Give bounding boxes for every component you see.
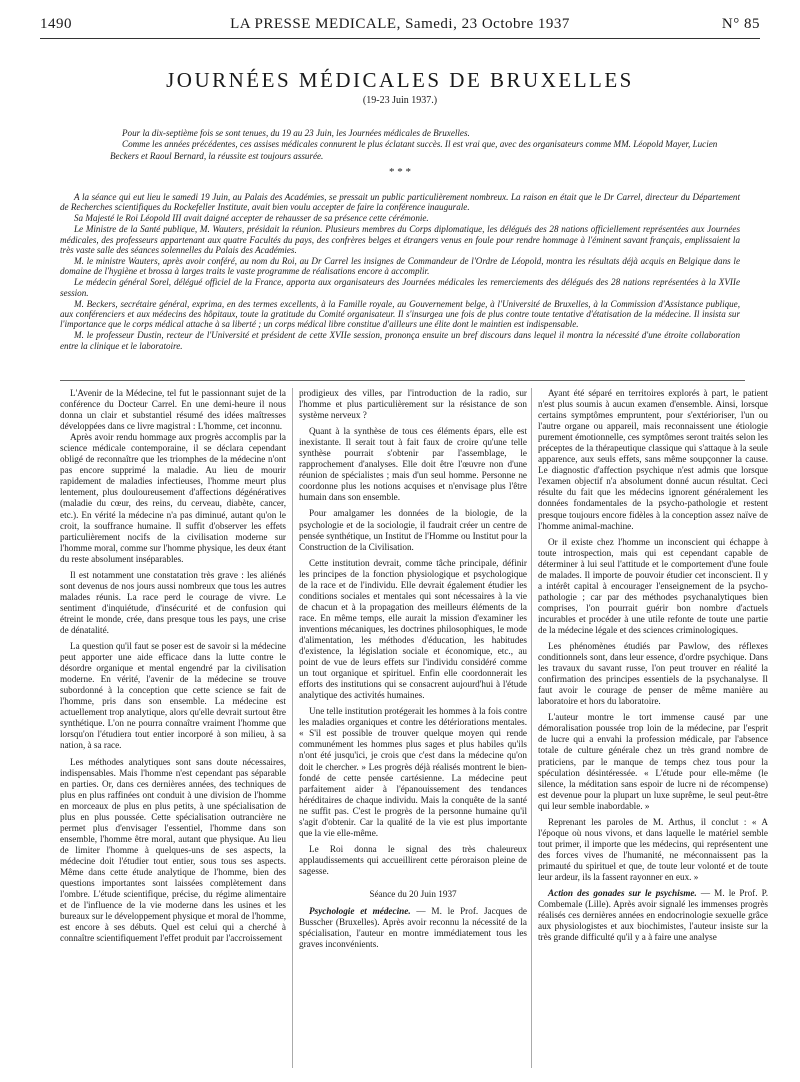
summary-paragraph: Sa Majesté le Roi Léopold III avait daigné accepter de rehausser de sa présence cette cérémonie.	[74, 213, 429, 224]
summary-paragraph: M. le ministre Wauters, après avoir conféré, au nom du Roi, au Dr Carrel les insignes de Commandeur de l'Ordre de Léopold, montra les résultats déjà acquis en Belgique dans le domaine de l'hygiène et brossa à larges traits le vaste programme de réalisations encore à accomplir.	[60, 255, 740, 277]
body-paragraph: L'Avenir de la Médecine, tel fut le passionnant sujet de la conférence du Docteur Carrel. En une demi-heure il nous donna un clair et substantiel résumé des idées maîtresses développées dans ce livre magistral : L'homme, cet inconnu.	[60, 388, 286, 432]
body-paragraph: Cette institution devrait, comme tâche principale, définir les principes de la fonction physiologique et psychologique de la race et de l'individu. Elle devrait également étudier les conditions sociales et mentales qui sont nécessaires à la vie de chacun et à la propagation des meilleurs éléments de la race. En même temps, elle aurait la mission d'examiner les inventions mécaniques, les doctrines philosophiques, le mode d'alimentation, les méthodes d'éducation, les habitudes d'existence, la législation sociale et économique, etc., au point de vue de leurs effets sur l'individu considéré comme un tout organique et spirituel. Enfin elle coordonnerait les efforts des institutions qui se consacrent aujourd'hui à l'étude analytique des activités humaines.	[299, 557, 527, 701]
body-paragraph: L'auteur montre le tort immense causé par une démoralisation poussée trop loin de la médecine, par l'esprit de lucre qui a envahi la profession médicale, par l'absence totale de culture générale chez un très grand nombre de praticiens, par le manque de temps chez tous pour la spéculation désintéressée. « L'étude pour elle-même (le silence, la méditation sans espoir de lucre ni de récompense) est devenue pour la plupart un luxe suprême, le seul peut-être qui leur semble inabordable. »	[538, 712, 768, 811]
talk-title: Action des gonades sur le psychisme.	[548, 888, 697, 899]
running-header	[40, 12, 760, 39]
column-rule	[292, 388, 293, 1068]
body-paragraph: La question qu'il faut se poser est de savoir si la médecine peut apporter une aide efficace dans la lutte contre le désordre organique et mental engendré par la civilisation moderne. En vérité, l'avenir de la médecine se trouve subordonné à la conception que cette science se fait de l'homme, pris dans son ensemble. La médecine est actuellement trop analytique, alors qu'elle devrait surtout être synthétique. L'on ne pourra connaître vraiment l'homme que lorsqu'on l'étudiera tout entier incorporé à son milieu, à sa nation, à sa race.	[60, 641, 286, 751]
body-paragraph: Or il existe chez l'homme un inconscient qui échappe à toute introspection, mais qui est cependant capable de déterminer à lui seul l'attitude et le comportement d'une foule de malades. Il importe de pouvoir étudier cet inconscient. Il y a intérêt capital à encourager l'enseignement de la psycho-pathologie ; car par des méthodes psychanalytiques bien comprises, l'on pourrait guérir bon nombre d'actuels incurables et procéder à une utile refonte de toute une partie de la médecine légale et des sciences criminologiques.	[538, 536, 768, 635]
column-rule	[531, 388, 532, 1068]
body-paragraph: Les méthodes analytiques sont sans doute nécessaires, indispensables. Mais l'homme n'est cependant pas séparable en parties. Or, dans ces dernières années, des techniques de plus en plus raffinées ont conduit à une division de l'homme en morceaux de plus en plus petits, à une spécialisation de plus en plus poussée. Cette spécialisation outrancière ne permet plus d'envisager l'essentiel, l'homme dans son ensemble, l'homme être moral, autant que physique. Au lieu de limiter l'homme à quelques-uns de ses aspects, la médecine doit l'étudier tout entier, sous tous ses aspects. Même dans cette étude analytique de l'homme, bien des questions importantes sont laissées complètement dans l'ombre. L'étude scientifique, précise, du régime alimentaire et de l'influence de la vie moderne dans les usines et les bureaux sur le développement physique et moral de l'homme, est encore à ses débuts. Quel est celui qui a cherché à connaître scientifiquement l'effet produit par l'accroissement	[60, 756, 286, 944]
issue-number: N° 85	[721, 16, 760, 32]
page-number: 1490	[40, 16, 72, 32]
session-summary	[60, 192, 740, 352]
body-paragraph: Ayant été séparé en territoires explorés à part, le patient n'est plus soumis à aucun examen d'ensemble. Ainsi, lorsque certains symptômes empruntent, pour s'extérioriser, l'un ou l'autre organe ou appareil, mais reconnaissent une étiologie purement émotionnelle, ces symptômes seront traités selon les préceptes de la thérapeutique classique qui s'attaque à la seule apparence, aux seuls effets, sans même soupçonner la cause. Le diagnostic d'affection psychique n'est admis que lorsque l'examen objectif n'a absolument donné aucun résultat. Ceci résulte du fait que les médecins ignorent généralement les données fondamentales de la psycho-pathologie et restent presque toujours encore fidèles à la conception assez naïve de l'homme animal-machine.	[538, 388, 768, 531]
body-paragraph: Quant à la synthèse de tous ces éléments épars, elle est inexistante. Il serait tout à fait faux de croire qu'une telle synthèse pourrait s'obtenir par l'assemblage, le rapprochement d'analyses. Elle doit être l'œuvre non d'une réunion de spécialistes ; mais d'un seul homme. Personne ne coordonne plus les notions acquises et n'envisage plus l'être humain dans son ensemble.	[299, 426, 527, 503]
text-column-1	[60, 388, 286, 944]
body-paragraph: Pour amalgamer les données de la biologie, de la psychologie et de la sociologie, il faudrait créer un centre de pensée synthétique, un Institut de l'Homme ou Institut pour la Construction de la Civilisation.	[299, 508, 527, 552]
body-paragraph: Une telle institution protégerait les hommes à la fois contre les maladies organiques et contre les détériorations mentales. « S'il est possible de trouver quelque moyen qui rende communément les hommes plus sages et plus habiles qu'ils n'ont été jusqu'ici, je crois que c'est dans la médecine qu'on doit le chercher. » Les progrès déjà réalisés montrent le bien-fondé de cette pensée cartésienne. La médecine peut parfaitement aider à l'épanouissement des tendances héréditaires de chaque individu. Mais la conquête de la santé ne suffit pas. C'est le progrès de la personne humaine qu'il s'agit d'obtenir. Car la qualité de la vie est plus importante que la vie elle-même.	[299, 706, 527, 838]
body-paragraph: Il est notamment une constatation très grave : les aliénés sont devenus de nos jours aussi nombreux que tous les autres malades réunis. La race perd le courage de vivre. Le sentiment d'inquiétude, d'insécurité et de confusion qui étreint le monde, crée, dans presque tous les pays, une crise de dénatalité.	[60, 569, 286, 635]
body-paragraph: Les phénomènes étudiés par Pawlow, des réflexes conditionnels sont, dans leur essence, d'ordre psychique. Dans les travaux du savant russe, l'on peut trouver en réalité la confirmation des principes essentiels de la psychanalyse. Il faut avoir le courage de penser de même manière au laboratoire et hors du laboratoire.	[538, 641, 768, 707]
talk-title: Psychologie et médecine.	[309, 906, 411, 917]
article-title: JOURNÉES MÉDICALES DE BRUXELLES	[166, 68, 634, 92]
journal-title: LA PRESSE MEDICALE, Samedi, 23 Octobre 1937	[230, 16, 570, 32]
text-column-2	[299, 388, 527, 950]
summary-paragraph: M. le professeur Dustin, recteur de l'Université et président de cette XVIIe session, prononça ensuite un bref discours dans lequel il montra la nécessité d'une étroite collaboration entre la clinique et le laboratoire.	[60, 330, 740, 351]
summary-paragraph: Le médecin général Sorel, délégué officiel de la France, apporta aux organisateurs des Journées médicales les remerciements des délégués des 28 nations représentées à la XVIIe session.	[60, 277, 740, 298]
body-paragraph: Le Roi donna le signal des très chaleureux applaudissements qui accueillirent cette péroraison pleine de sagesse.	[299, 843, 527, 876]
talk-text: — M. le Prof. P. Combemale (Lille). Après avoir signalé les immenses progrès réalisés ces dernières années en endocrinologie sexuelle grâce aux physiologistes et aux biochimistes, l'auteur insiste sur la très grande difficulté qu'il y a à faire une analyse	[538, 888, 769, 943]
summary-paragraph: M. Beckers, secrétaire général, exprima, en des termes excellents, à la Famille royale, au Gouvernement belge, à l'Université de Bruxelles, à la Commission d'Assistance publique, aux conférenciers et aux médecins des hôpitaux, toute la gratitude du Comité organisateur. Il s'insurgea une fois de plus contre toute tentative d'étatisation de la médecine. Il insista sur l'importance que le corps médical attache à sa liberté ; un corps médical libre constitue d'ailleurs une élite dont le maintien est indispensable.	[60, 298, 740, 330]
summary-paragraph: A la séance qui eut lieu le samedi 19 Juin, au Palais des Académies, se pressait un public particulièrement nombreux. La raison en était que le Dr Carrel, directeur du Département de Recherches scientifiques du Rockefeller Institute, avait bien voulu accepter de faire la conférence inaugurale.	[60, 192, 740, 213]
article-dates: (19-23 Juin 1937.)	[362, 95, 438, 106]
session-talk	[299, 906, 527, 950]
summary-paragraph: Le Ministre de la Santé publique, M. Wauters, présidait la réunion. Plusieurs membres du Corps diplomatique, les délégués des 28 nations officiellement représentées aux Journées médicales, des professeurs appartenant aux quatre Facultés du pays, des confrères belges et étrangers venus en foule pour rendre hommage à l'éminent savant français, emplissaient la très vaste salle des séances solennelles du Palais des Académies.	[60, 224, 740, 256]
asterism-separator: * * *	[389, 166, 411, 178]
talk-text: — M. le Prof. Jacques de Busscher (Bruxelles). Après avoir reconnu la nécessité de la spécialisation, l'auteur en montre immédiatement tous les graves inconvénients.	[299, 906, 527, 950]
body-paragraph: prodigieux des villes, par l'introduction de la radio, sur l'homme et plus particulièrement sur la résistance de son système nerveux ?	[299, 388, 527, 421]
body-paragraph: Reprenant les paroles de M. Arthus, il conclut : « A l'époque où nous vivons, et dans laquelle le matériel semble tout primer, il importe que les médecins, qui représentent une des forces vives de l'humanité, ne méconnaissent pas la primauté du spirituel et que, de toute leur volonté et de toute leur ardeur, ils la fassent rayonner en eux. »	[538, 816, 768, 882]
session-talk	[538, 888, 768, 943]
session-heading: Séance du 20 Juin 1937	[369, 888, 457, 899]
intro-paragraph: Comme les années précédentes, ces assises médicales connurent le plus éclatant succès. Il est vrai que, avec des organisateurs comme MM. Léopold Mayer, Lucien Beckers et Raoul Bernard, la réussite est toujours assurée.	[110, 139, 718, 161]
section-divider	[60, 380, 745, 381]
intro-paragraph: Pour la dix-septième fois se sont tenues, du 19 au 23 Juin, les Journées médicales de Bruxelles.	[122, 128, 470, 138]
text-column-3	[538, 388, 768, 943]
article-intro	[110, 128, 740, 162]
body-paragraph: Après avoir rendu hommage aux progrès accomplis par la science médicale contemporaine, il se déclara cependant obligé de reconnaître que les triomphes de la médecine n'ont pas encore supprimé la maladie. Au lieu de mourir rapidement de maladies infectieuses, l'homme meurt plus lentement, plus douloureusement d'affections dégénératives (maladie du cœur, des reins, du cerveau, diabète, cancer, etc.). En vérité la médecine n'a pas diminué, autant qu'on le croit, la souffrance humaine. Il suffit d'observer les effets particulièrement nocifs de la civilisation moderne sur l'homme moral, comme sur l'homme physique, les deux étant du reste absolument inséparables.	[60, 432, 286, 564]
